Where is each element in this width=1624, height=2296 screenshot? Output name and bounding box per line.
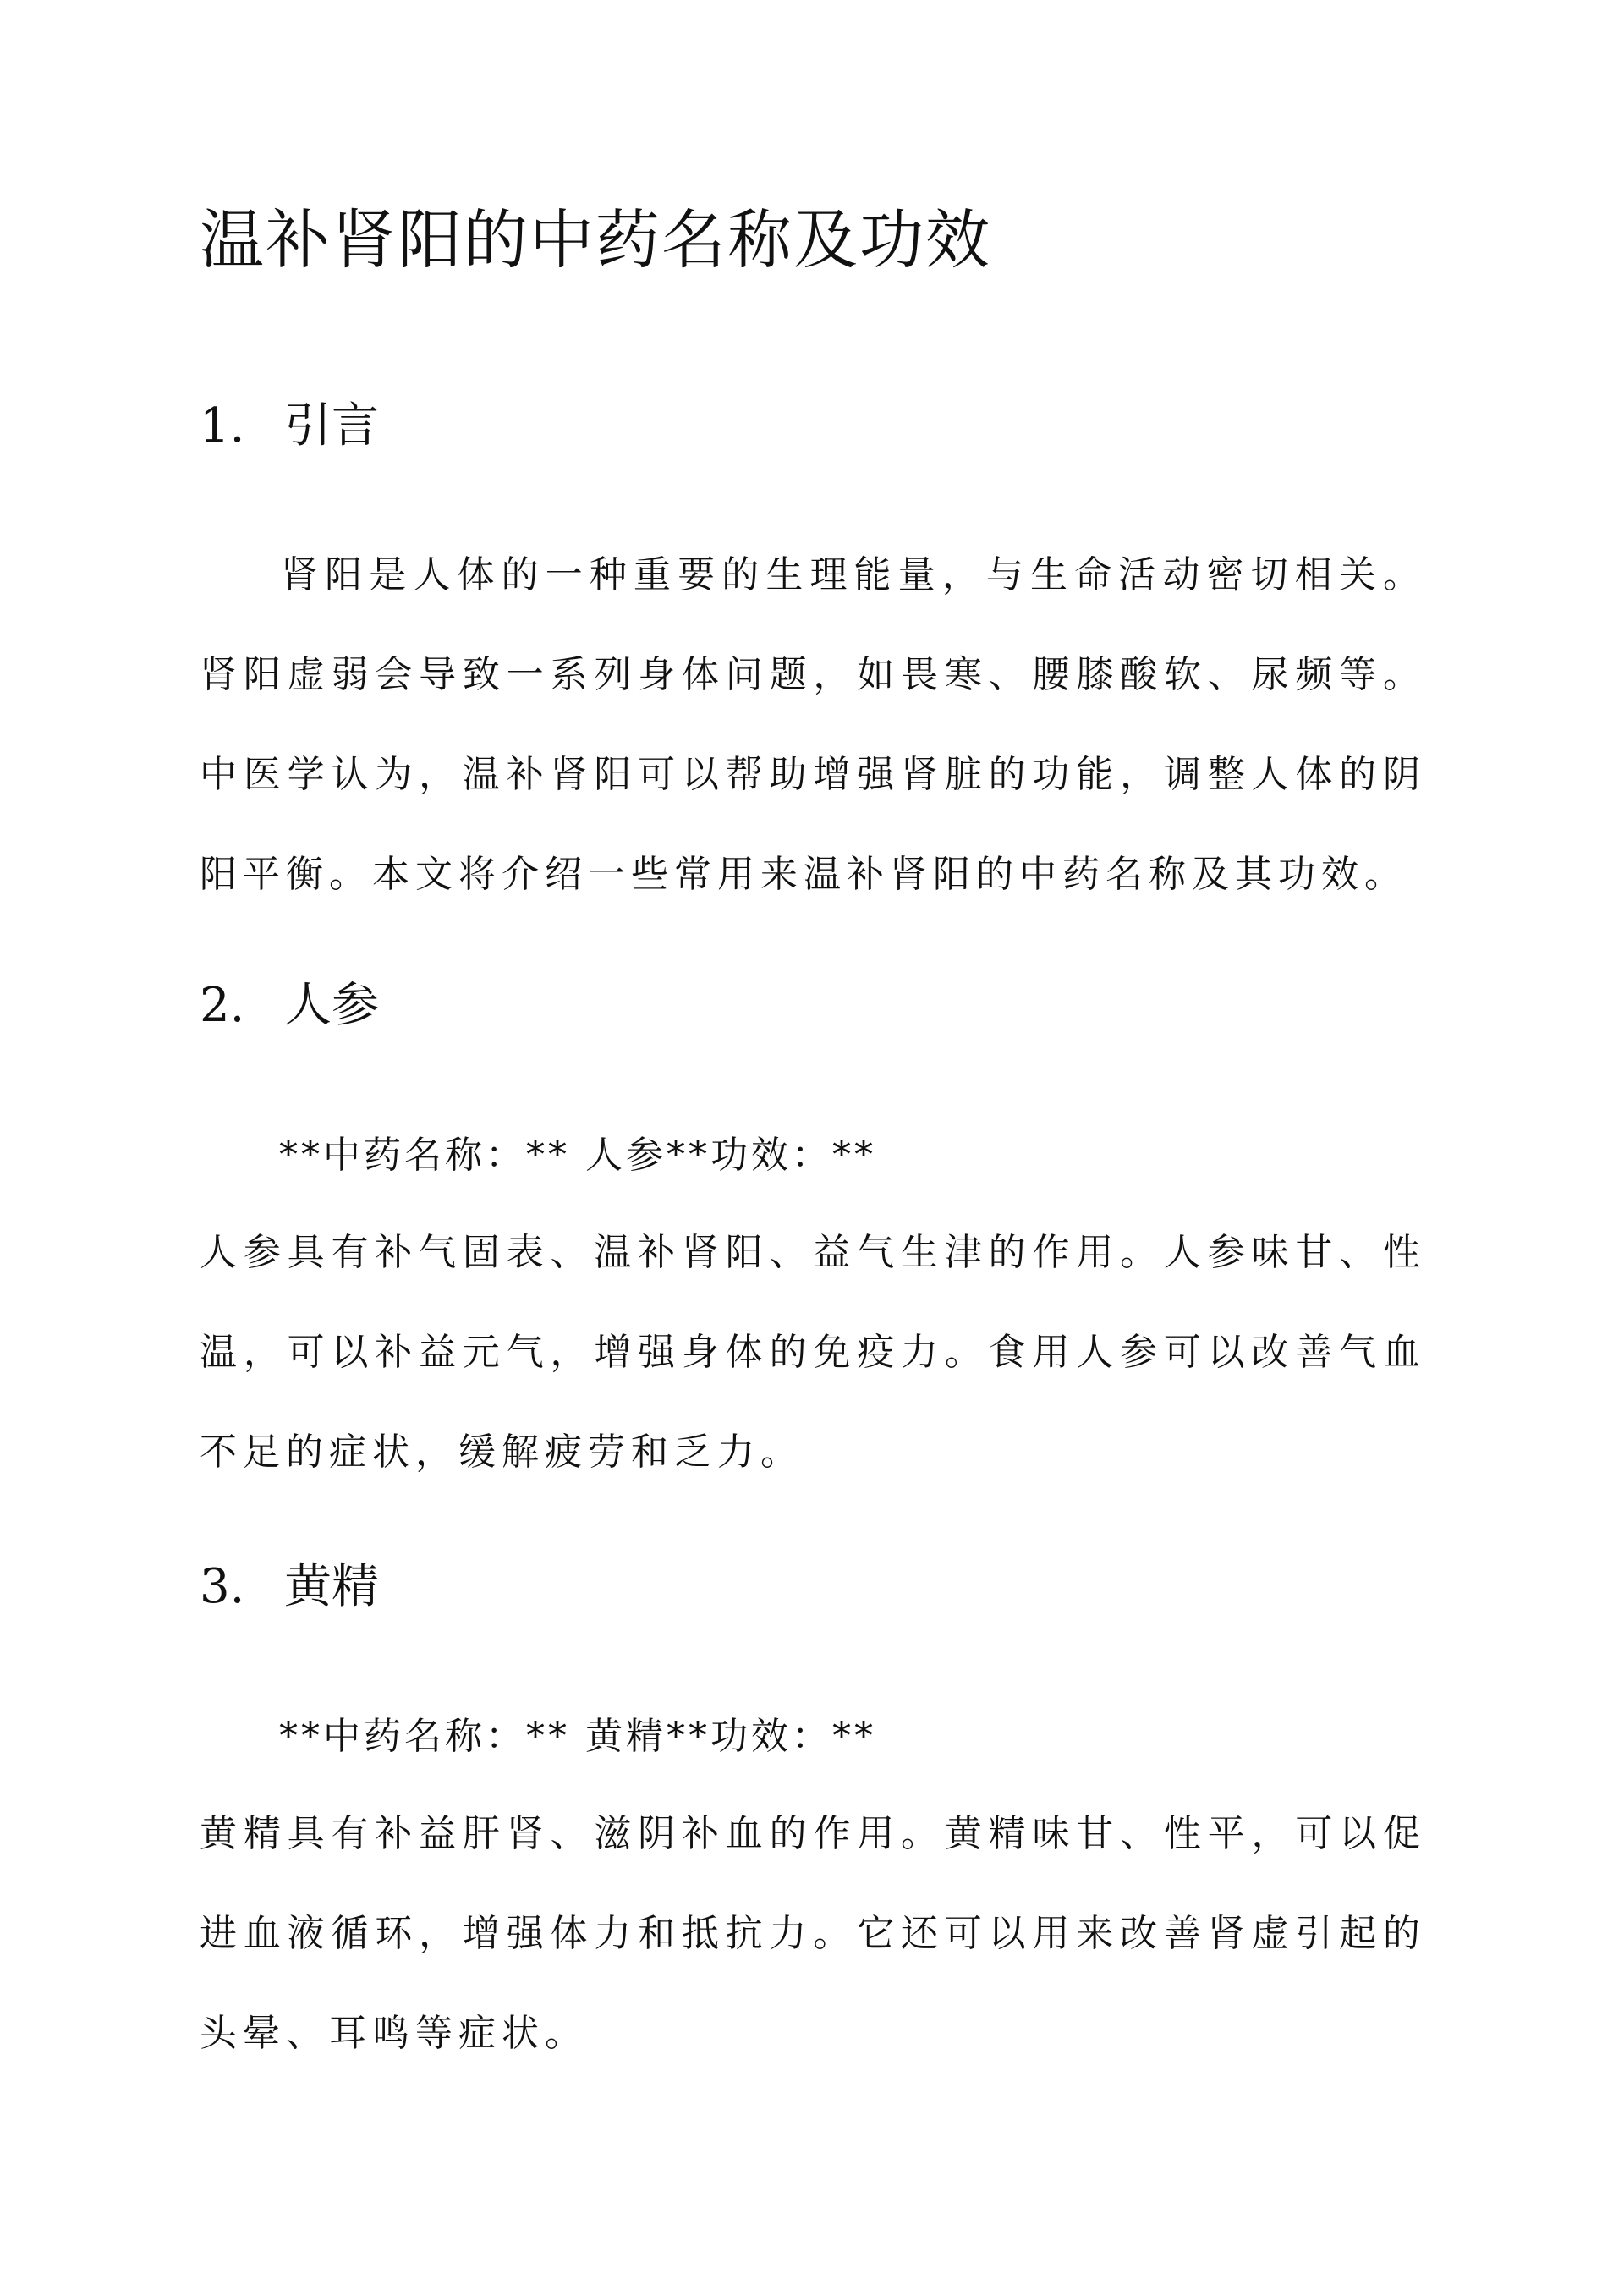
section-title: 黄精: [284, 1559, 379, 1614]
huangjing-label-line: **中药名称：** 黄精**功效：**: [279, 1715, 876, 1758]
section-title: 人参: [284, 978, 379, 1033]
section-heading-ginseng: [200, 977, 379, 1034]
ginseng-paragraph: 人参具有补气固表、温补肾阳、益气生津的作用。人参味甘、性温，可以补益元气，增强身体的免疫力。食用人参可以改善气血不足的症状，缓解疲劳和乏力。: [200, 1231, 1426, 1474]
huangjing-paragraph: 黄精具有补益肝肾、滋阴补血的作用。黄精味甘、性平，可以促进血液循环，增强体力和抵抗力。它还可以用来改善肾虚引起的头晕、耳鸣等症状。: [200, 1812, 1426, 2055]
section-number: 2.: [200, 978, 245, 1033]
section-number: 1.: [200, 398, 245, 453]
section-number: 3.: [200, 1559, 245, 1614]
ginseng-label-line: **中药名称：** 人参**功效：**: [279, 1134, 876, 1177]
section-title: 引言: [284, 398, 379, 453]
intro-paragraph: 肾阳是人体的一种重要的生理能量，与生命活动密切相关。肾阳虚弱会导致一系列身体问题，如畏寒、腰膝酸软、尿频等。中医学认为，温补肾阳可以帮助增强肾脏的功能，调整人体的阴阳平衡。本文将介绍一些常用来温补肾阳的中药名称及其功效。: [200, 553, 1426, 896]
section-heading-huangjing: [200, 1558, 379, 1615]
page-title: 温补肾阳的中药名称及功效: [200, 202, 991, 277]
section-heading-intro: [200, 398, 379, 454]
